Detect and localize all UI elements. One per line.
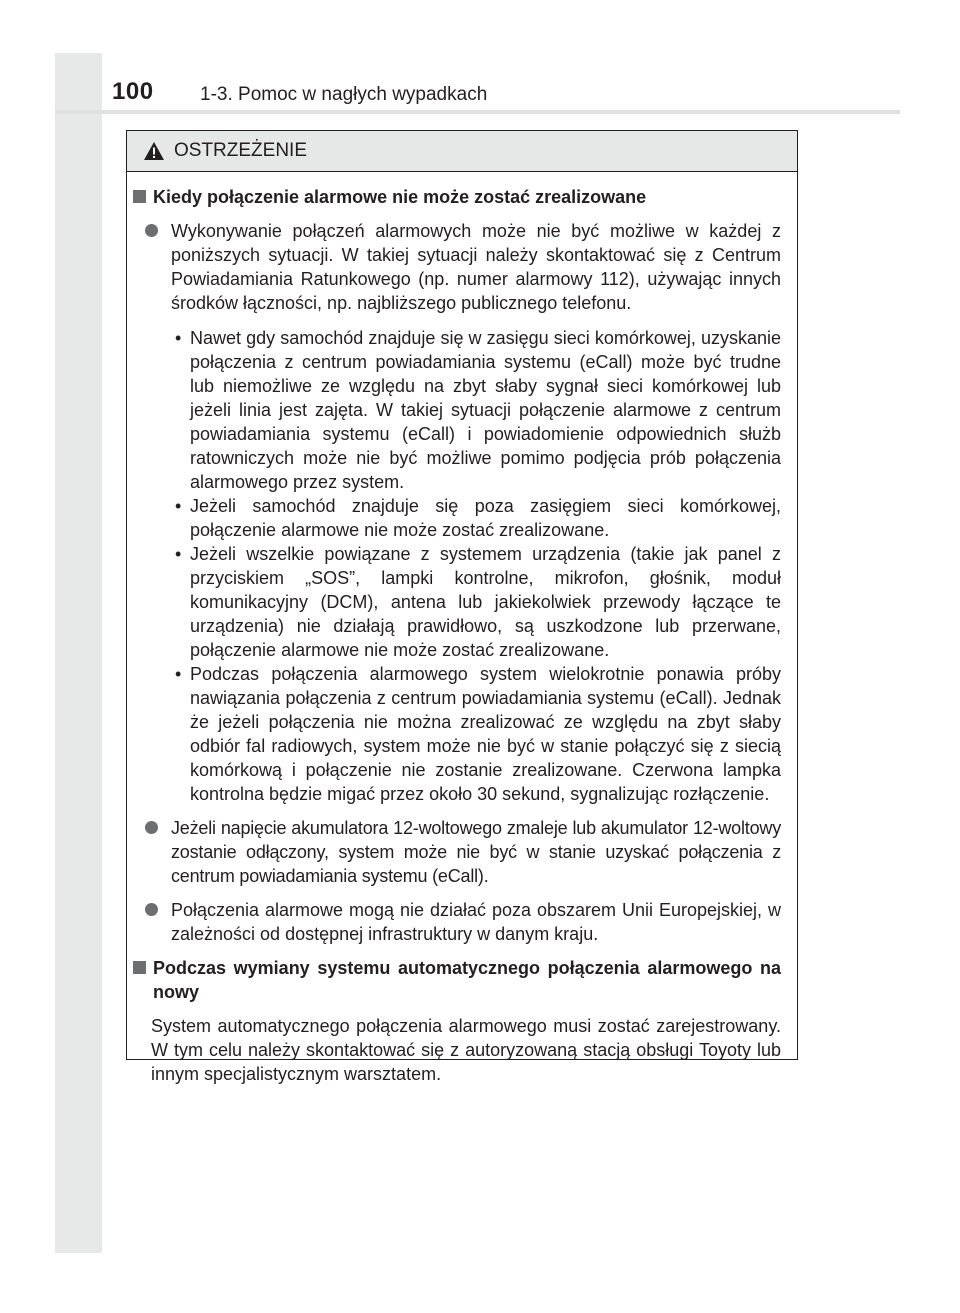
warning-title: OSTRZEŻENIE xyxy=(174,140,308,161)
page-number: 100 xyxy=(112,78,154,105)
list-item xyxy=(132,816,781,888)
bullet-text: Nawet gdy samochód znajduje się w zasięgu sieci komórkowej, uzyskanie połączenia z centrum powiadamiania systemu (eCall) może być trudne lub niemożliwe ze względu na zbyt słaby sygnał sieci komórkowej lub jeżeli linia jest zajęta. W takiej sytuacji połączenie alarmowe z centrum powiadamiania systemu (eCall) i powiadomienie odpowiednich służb ratowniczych może nie być możliwe pomimo podjęcia prób połączenia alarmowego przez system. xyxy=(190,328,781,492)
bullet-item xyxy=(171,494,781,542)
warning-header xyxy=(127,131,797,172)
bullet-list xyxy=(171,326,781,806)
header-divider xyxy=(55,110,900,114)
list-item xyxy=(132,898,781,946)
list-item xyxy=(132,219,781,806)
bullet-item xyxy=(171,326,781,494)
square-bullet-icon xyxy=(133,190,146,203)
bullet-text: Jeżeli samochód znajduje się poza zasięgiem sieci komórkowej, połączenie alarmowe nie może zostać zrealizowane. xyxy=(190,496,781,540)
list-item-text: Jeżeli napięcie akumulatora 12-woltowego zmaleje lub akumulator 12-woltowy zostanie odłączony, system może nie być w stanie uzyskać połączenia z centrum powiadamiania systemu (eCall). xyxy=(171,818,781,886)
section-heading-text: Podczas wymiany systemu automatycznego połączenia alarmowego na nowy xyxy=(153,958,781,1002)
warning-box xyxy=(126,130,798,1084)
warning-triangle-icon xyxy=(143,141,165,161)
section-paragraph: System automatycznego połączenia alarmowego musi zostać zarejestrowany. W tym celu należy skontaktować się z autoryzowaną stacją obsługi Toyoty lub innym specjalistycznym warsztatem. xyxy=(151,1016,781,1084)
section-heading-text: Kiedy połączenie alarmowe nie może zostać zrealizowane xyxy=(153,187,647,207)
bullet-text: Jeżeli wszelkie powiązane z systemem urządzenia (takie jak panel z przyciskiem „SOS”, lampki kontrolne, mikrofon, głośnik, moduł komunikacyjny (DCM), antena lub jakiekolwiek przewody łączące te urządzenia) nie działają prawidłowo, są uszkodzone lub przerwane, połączenie alarmowe nie może zostać zrealizowane. xyxy=(190,544,781,660)
bullet-dot: • xyxy=(175,544,182,564)
section-title: 1-3. Pomoc w nagłych wypadkach xyxy=(200,84,488,105)
list-item-text: Połączenia alarmowe mogą nie działać poza obszarem Unii Europejskiej, w zależności od dostępnej infrastruktury w danym kraju. xyxy=(171,900,781,944)
bullet-dot: • xyxy=(175,664,182,684)
circle-bullet-icon xyxy=(145,821,158,834)
circle-bullet-icon xyxy=(145,224,158,237)
bullet-item xyxy=(171,542,781,662)
bullet-item xyxy=(171,662,781,806)
warning-body xyxy=(127,172,797,1086)
bullet-dot: • xyxy=(175,496,182,516)
list-item-text: Wykonywanie połączeń alarmowych może nie być możliwe w każdej z poniższych sytuacji. W takiej sytuacji należy skontaktować się z Centrum Powiadamiania Ratunkowego (np. numer alarmowy 112), używając innych środków łączności, np. najbliższego publicznego telefonu. xyxy=(171,221,781,313)
square-bullet-icon xyxy=(133,961,146,974)
page-side-strip xyxy=(55,53,102,1253)
circle-bullet-icon xyxy=(145,903,158,916)
bullet-text: Podczas połączenia alarmowego system wielokrotnie ponawia próby nawiązania połączenia z centrum powiadamiania systemu (eCall). Jednak że jeżeli połączenia nie można zrealizować ze względu na zbyt słaby odbiór fal radiowych, system może nie być w stanie połączyć się z siecią komórkową i połączenie nie zostanie zrealizowane. Czerwona lampka kontrolna będzie migać przez około 30 sekund, sygnalizując rozłączenie. xyxy=(190,664,781,804)
section-heading xyxy=(132,185,781,209)
bullet-dot: • xyxy=(175,328,182,348)
section-heading xyxy=(132,956,781,1004)
